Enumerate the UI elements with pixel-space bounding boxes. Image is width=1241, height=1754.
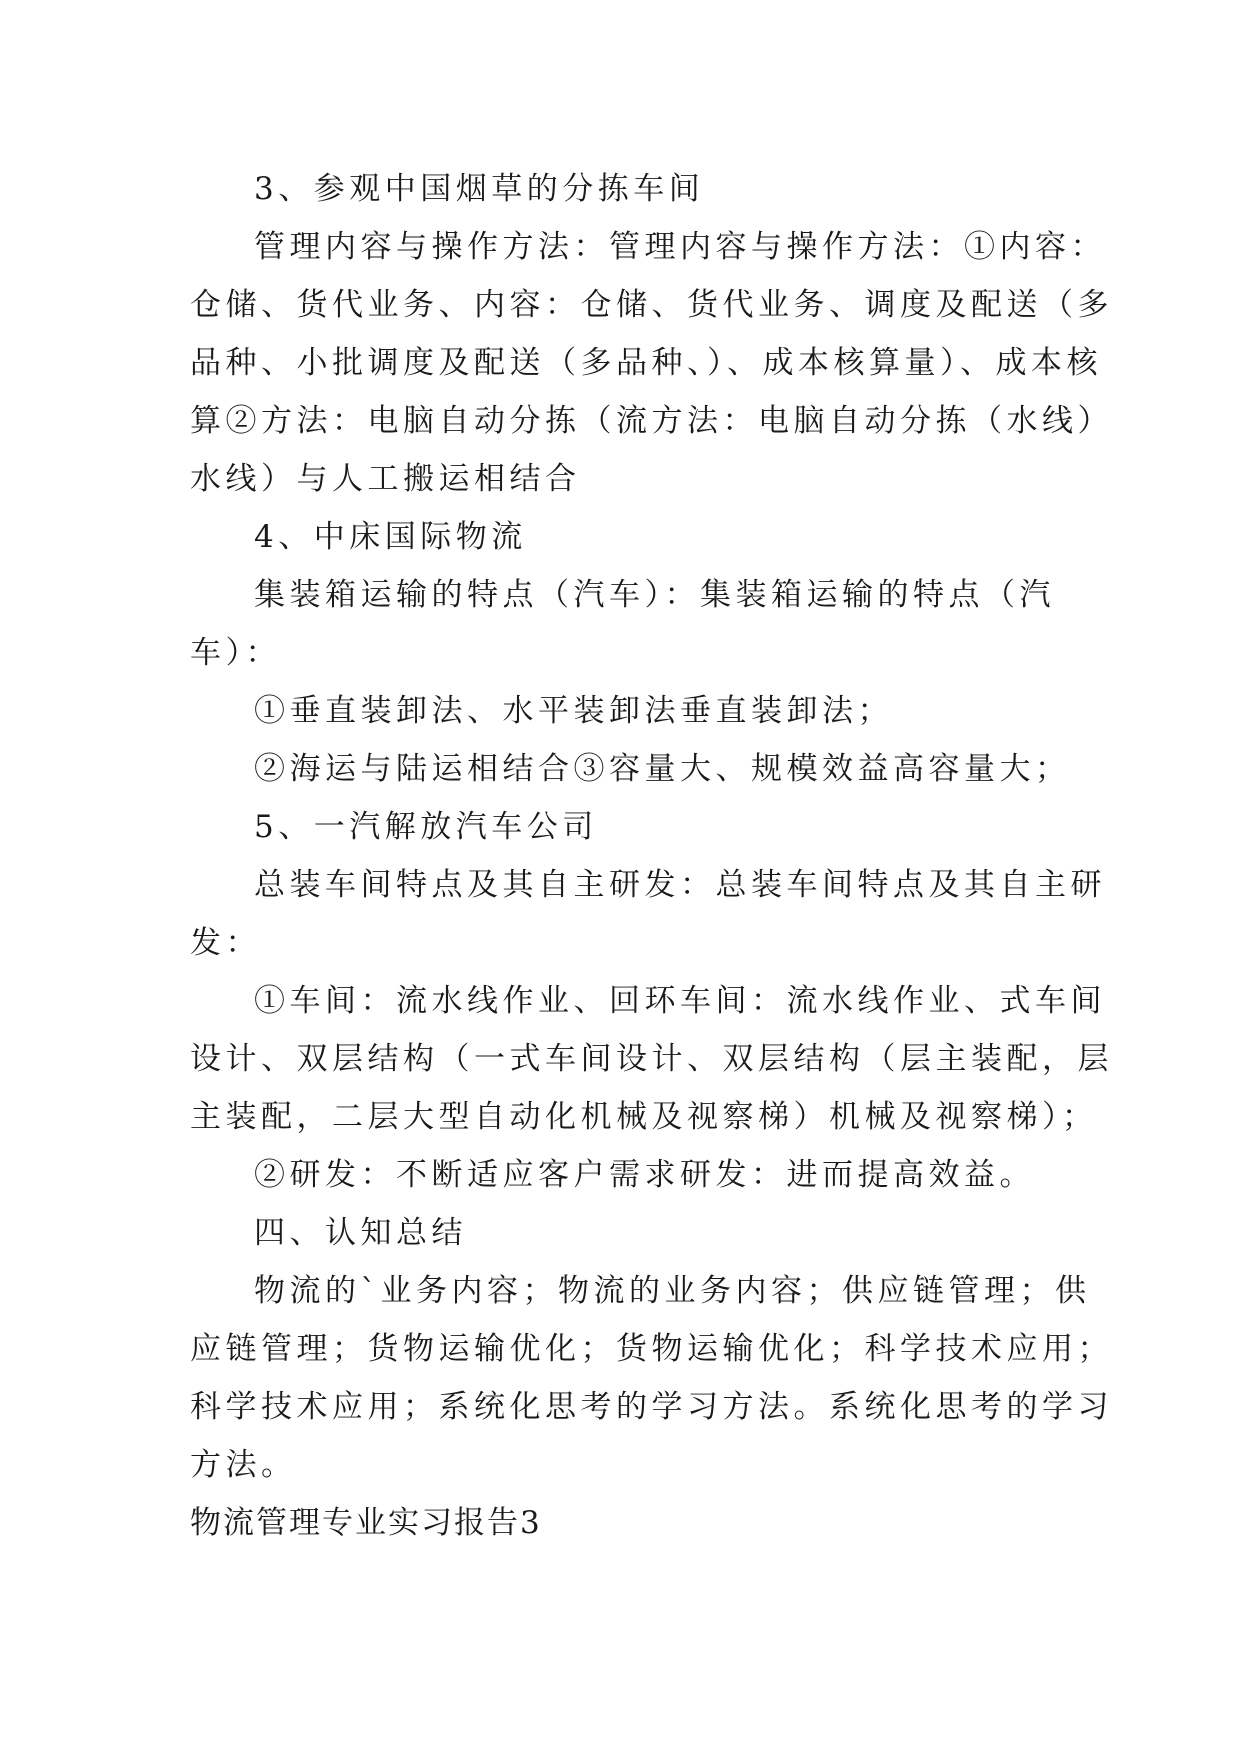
paragraph-line: 算②方法：电脑自动分拣（流方法：电脑自动分拣（水线） — [190, 403, 1113, 439]
document-body — [190, 160, 1113, 1552]
paragraph-line: 主装配，二层大型自动化机械及视察梯）机械及视察梯）； — [190, 1099, 1098, 1135]
paragraph-line: 管理内容与操作方法：管理内容与操作方法：①内容： — [254, 229, 1106, 265]
list-item: ②海运与陆运相结合③容量大、规模效益高容量大； — [254, 751, 1071, 787]
paragraph-line: 应链管理；货物运输优化；货物运输优化；科学技术应用； — [190, 1331, 1113, 1367]
paragraph-line: 发： — [190, 925, 261, 961]
report-title: 物流管理专业实习报告3 — [190, 1505, 542, 1541]
paragraph-line: 仓储、货代业务、内容：仓储、货代业务、调度及配送（多 — [190, 287, 1113, 323]
section-heading-summary: 四、认知总结 — [254, 1215, 467, 1251]
paragraph-line: 总装车间特点及其自主研发：总装车间特点及其自主研 — [254, 867, 1106, 903]
paragraph-line: 设计、双层结构（一式车间设计、双层结构（层主装配，层 — [190, 1041, 1113, 1077]
paragraph-line: 方法。 — [190, 1447, 297, 1483]
paragraph-line: 集装箱运输的特点（汽车）：集装箱运输的特点（汽 — [254, 577, 1055, 613]
paragraph-line: 品种、小批调度及配送（多品种、）、成本核算量）、成本核 — [190, 345, 1102, 381]
list-item: ①车间：流水线作业、回环车间：流水线作业、式车间 — [254, 983, 1106, 1019]
section-heading-5: 5、一汽解放汽车公司 — [254, 809, 598, 845]
list-item: ①垂直装卸法、水平装卸法垂直装卸法； — [254, 693, 893, 729]
section-heading-3: 3、参观中国烟草的分拣车间 — [254, 171, 705, 207]
list-item: ②研发：不断适应客户需求研发：进而提高效益。 — [254, 1157, 1035, 1193]
paragraph-line: 水线）与人工搬运相结合 — [190, 461, 581, 497]
section-heading-4: 4、中床国际物流 — [254, 519, 527, 555]
paragraph-line: 科学技术应用；系统化思考的学习方法。系统化思考的学习 — [190, 1389, 1113, 1425]
paragraph-line: 物流的`业务内容；物流的业务内容；供应链管理；供 — [254, 1273, 1091, 1309]
paragraph-line: 车）： — [190, 635, 281, 671]
